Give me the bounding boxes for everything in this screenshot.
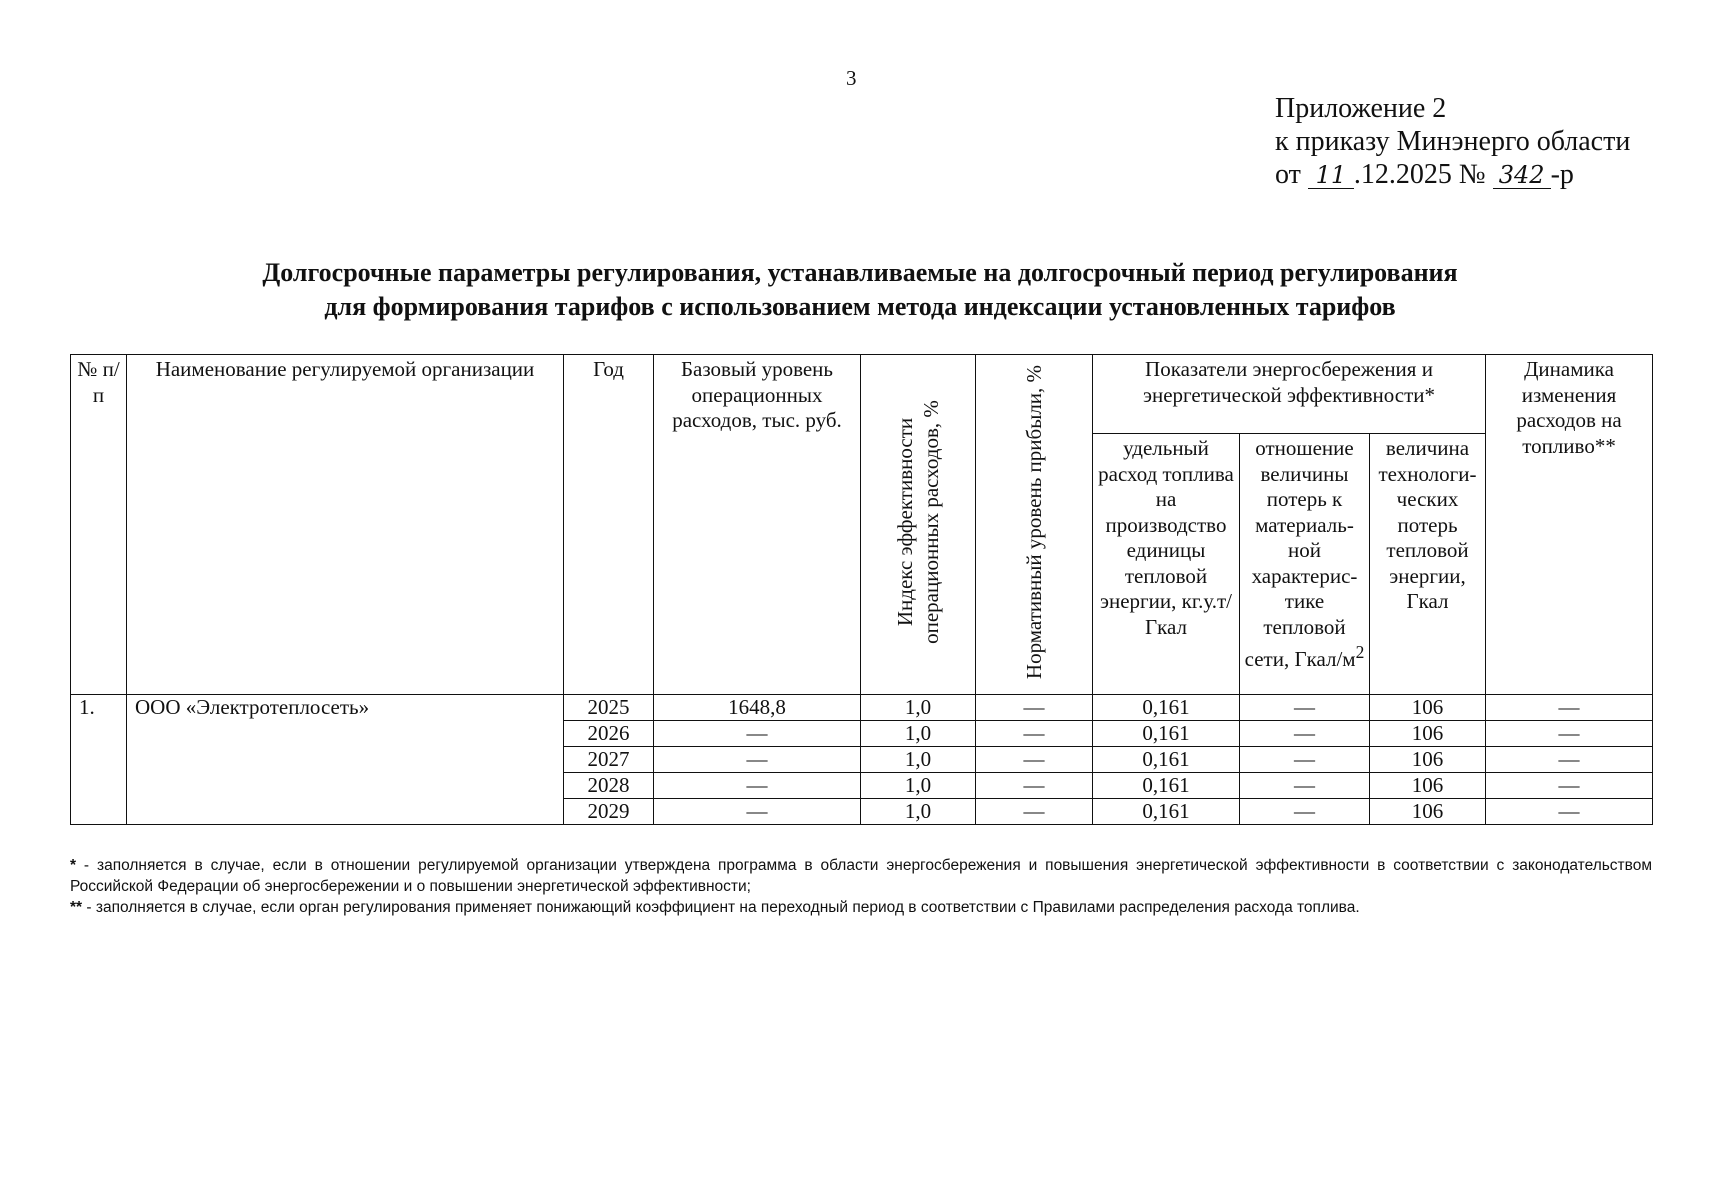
cell-index: 1,0	[861, 747, 976, 773]
cell-year: 2029	[564, 799, 654, 825]
handwritten-day: 11	[1308, 162, 1354, 189]
cell-tech-loss: 106	[1370, 799, 1486, 825]
header-base-opex: Базовый уровень операционных расходов, тыс. руб.	[654, 355, 861, 695]
header-efficiency-index-text: Индекс эффективности операционных расходов, %	[893, 400, 943, 644]
row-number: 1.	[71, 695, 127, 825]
cell-base: —	[654, 773, 861, 799]
cell-dynamics: —	[1486, 695, 1653, 721]
cell-tech-loss: 106	[1370, 747, 1486, 773]
footnote-2	[70, 897, 1652, 918]
title-line-1: Долгосрочные параметры регулирования, устанавливаемые на долгосрочный период регулирования	[262, 258, 1458, 287]
footnote-1-mark: *	[70, 857, 77, 874]
header-year: Год	[564, 355, 654, 695]
document-title	[150, 256, 1570, 324]
cell-year: 2025	[564, 695, 654, 721]
parameters-table	[70, 354, 1653, 825]
header-loss-ratio	[1240, 434, 1370, 695]
cell-index: 1,0	[861, 799, 976, 825]
cell-base: —	[654, 747, 861, 773]
cell-fuel: 0,161	[1093, 773, 1240, 799]
cell-fuel: 0,161	[1093, 721, 1240, 747]
header-number: № п/п	[71, 355, 127, 695]
cell-tech-loss: 106	[1370, 695, 1486, 721]
cell-loss-ratio: —	[1240, 799, 1370, 825]
cell-loss-ratio: —	[1240, 773, 1370, 799]
cell-fuel: 0,161	[1093, 695, 1240, 721]
cell-profit: —	[976, 695, 1093, 721]
cell-dynamics: —	[1486, 799, 1653, 825]
header-row-1	[71, 355, 1653, 434]
cell-fuel: 0,161	[1093, 799, 1240, 825]
header-loss-ratio-text: отношение величины потерь к материаль- ной характерис- тике тепловой сети, Гкал/м	[1244, 436, 1358, 671]
footnote-1	[70, 855, 1652, 897]
footnote-2-text: - заполняется в случае, если орган регулирования применяет понижающий коэффициент на переходный период в соответствии с Правилами распределения расхода топлива.	[82, 899, 1360, 916]
cell-base: —	[654, 799, 861, 825]
organization-name: ООО «Электротеплосеть»	[127, 695, 564, 825]
cell-loss-ratio: —	[1240, 721, 1370, 747]
footnote-1-text: - заполняется в случае, если в отношении регулируемой организации утверждена программа в области энергосбережения и повышения энергетической эффективности в соответствии с законодательством Российской Федерации об энергосбережении и о повышении энергетической эффективности;	[70, 857, 1652, 895]
cell-index: 1,0	[861, 721, 976, 747]
cell-profit: —	[976, 747, 1093, 773]
date-rest: .12.2025 №	[1353, 159, 1486, 190]
appendix-order-reference: к приказу Минэнерго области	[1275, 126, 1631, 157]
table-body	[71, 695, 1653, 825]
table-row	[71, 695, 1653, 721]
header-efficiency-index	[861, 355, 976, 695]
title-line-2: для формирования тарифов с использованием метода индексации установленных тарифов	[324, 292, 1396, 321]
cell-tech-loss: 106	[1370, 773, 1486, 799]
handwritten-order-number: 342	[1493, 162, 1551, 189]
cell-year: 2026	[564, 721, 654, 747]
appendix-title: Приложение 2	[1275, 93, 1447, 124]
order-suffix: -р	[1550, 159, 1574, 190]
cell-dynamics: —	[1486, 747, 1653, 773]
cell-profit: —	[976, 773, 1093, 799]
cell-base: —	[654, 721, 861, 747]
cell-fuel: 0,161	[1093, 747, 1240, 773]
cell-profit: —	[976, 799, 1093, 825]
cell-profit: —	[976, 721, 1093, 747]
header-fuel-dynamics: Динамика изменения расходов на топливо**	[1486, 355, 1653, 695]
appendix-header	[1275, 92, 1630, 191]
header-fuel-consumption: удельный расход топлива на производство единицы тепловой энергии, кг.у.т/Гкал	[1093, 434, 1240, 695]
cell-dynamics: —	[1486, 721, 1653, 747]
cell-tech-loss: 106	[1370, 721, 1486, 747]
footnotes	[70, 855, 1652, 918]
header-profit-level	[976, 355, 1093, 695]
page-number: 3	[846, 66, 857, 90]
cell-year: 2028	[564, 773, 654, 799]
cell-index: 1,0	[861, 773, 976, 799]
header-energy-indicators: Показатели энергосбережения и энергетической эффективности*	[1093, 355, 1486, 434]
cell-loss-ratio: —	[1240, 695, 1370, 721]
cell-year: 2027	[564, 747, 654, 773]
cell-index: 1,0	[861, 695, 976, 721]
cell-base: 1648,8	[654, 695, 861, 721]
date-prefix: от	[1275, 159, 1301, 190]
cell-loss-ratio: —	[1240, 747, 1370, 773]
appendix-date-line	[1275, 158, 1630, 191]
header-loss-ratio-superscript: 2	[1355, 642, 1365, 662]
header-profit-level-text: Нормативный уровень прибыли, %	[1022, 364, 1046, 680]
header-technological-losses: величина технологи- ческих потерь тепловой энергии, Гкал	[1370, 434, 1486, 695]
header-organization: Наименование регулируемой организации	[127, 355, 564, 695]
footnote-2-mark: **	[70, 899, 83, 916]
cell-dynamics: —	[1486, 773, 1653, 799]
